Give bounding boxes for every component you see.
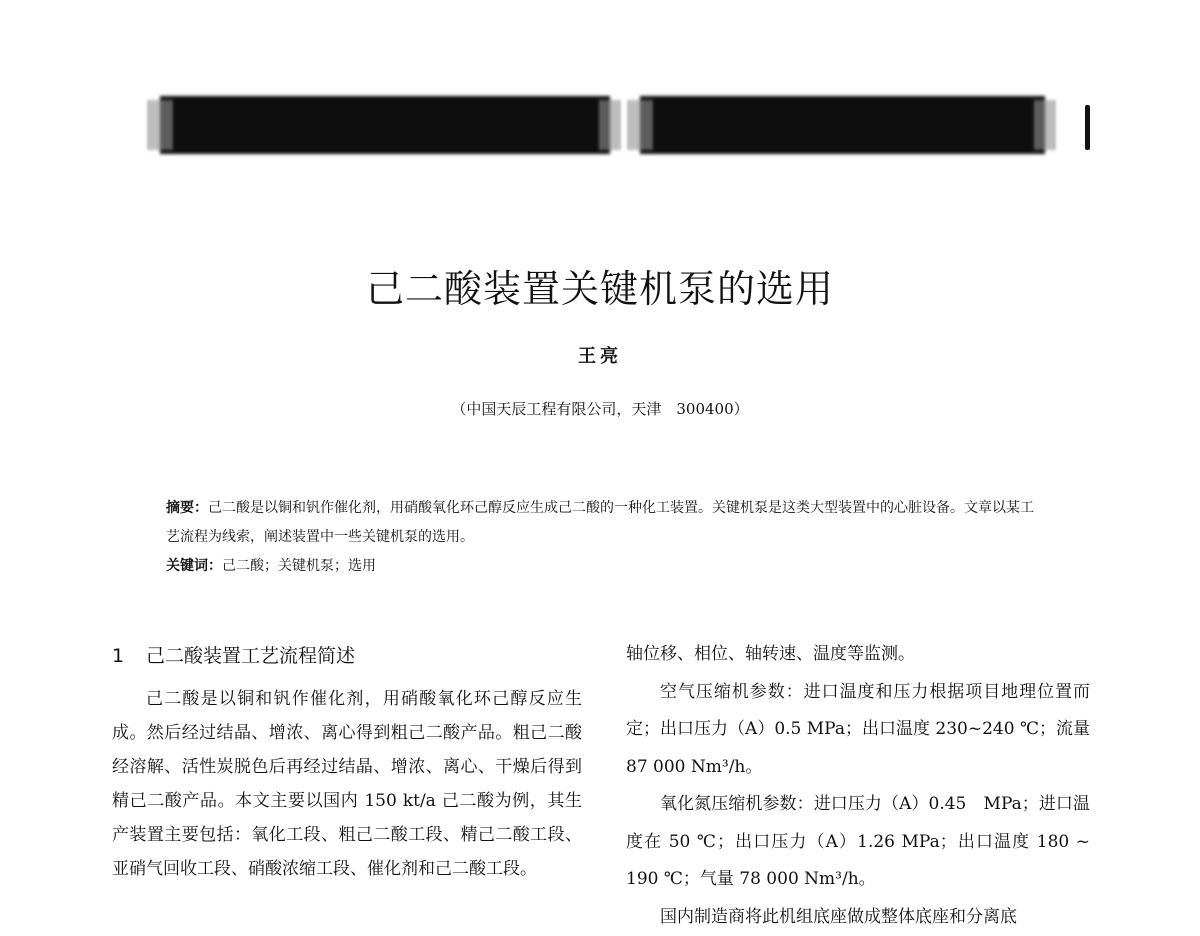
header-banner-left — [160, 96, 610, 154]
keywords-paragraph — [166, 552, 1046, 581]
domestic-manufacturer-paragraph: 国内制造商将此机组底座做成整体底座和分离底 — [626, 899, 1090, 936]
right-col-line: 轴位移、相位、轴转速、温度等监测。 — [626, 636, 1090, 674]
air-compressor-params: 空气压缩机参数：进口温度和压力根据项目地理位置而定；出口压力（A）0.5 MPa；出口温度 230~240 ℃；流量 87 000 Nm³/h。 — [626, 674, 1090, 787]
abstract-block — [166, 494, 1046, 581]
keywords-text: 己二酸；关键机泵；选用 — [222, 558, 376, 574]
keywords-label: 关键词： — [166, 558, 222, 574]
right-column — [626, 636, 1090, 936]
abstract-paragraph — [166, 494, 1046, 552]
left-column — [112, 640, 582, 886]
header-banner-right — [640, 96, 1045, 154]
abstract-label: 摘要： — [166, 500, 208, 516]
nox-compressor-params: 氧化氮压缩机参数：进口压力（A）0.45 MPa；进口温度在 50 ℃；出口压力（A）1.26 MPa；出口温度 180 ~ 190 ℃；气量 78 000 Nm³/h。 — [626, 786, 1090, 899]
section-paragraph: 己二酸是以铜和钒作催化剂，用硝酸氧化环己醇反应生成。然后经过结晶、增浓、离心得到粗己二酸产品。粗己二酸经溶解、活性炭脱色后再经过结晶、增浓、离心、干燥后得到精己二酸产品。本文主要以国内 150 kt/a 己二酸为例，其生产装置主要包括：氧化工段、粗己二酸工段、精己二酸工段、亚硝气回收工段、硝酸浓缩工段、催化剂和己二酸工段。 — [112, 682, 582, 886]
abstract-text: 己二酸是以铜和钒作催化剂，用硝酸氧化环己醇反应生成己二酸的一种化工装置。关键机泵是这类大型装置中的心脏设备。文章以某工艺流程为线索，阐述装置中一些关键机泵的选用。 — [166, 500, 1034, 545]
section-number: 1 — [112, 640, 146, 672]
header-bracket-mark — [1085, 105, 1090, 150]
author-affiliation: （中国天辰工程有限公司，天津 300400） — [0, 398, 1200, 419]
article-title: 己二酸装置关键机泵的选用 — [0, 258, 1200, 313]
section-heading-text: 己二酸装置工艺流程简述 — [146, 645, 355, 667]
article-author: 王亮 — [0, 342, 1200, 368]
section-heading — [112, 640, 582, 672]
